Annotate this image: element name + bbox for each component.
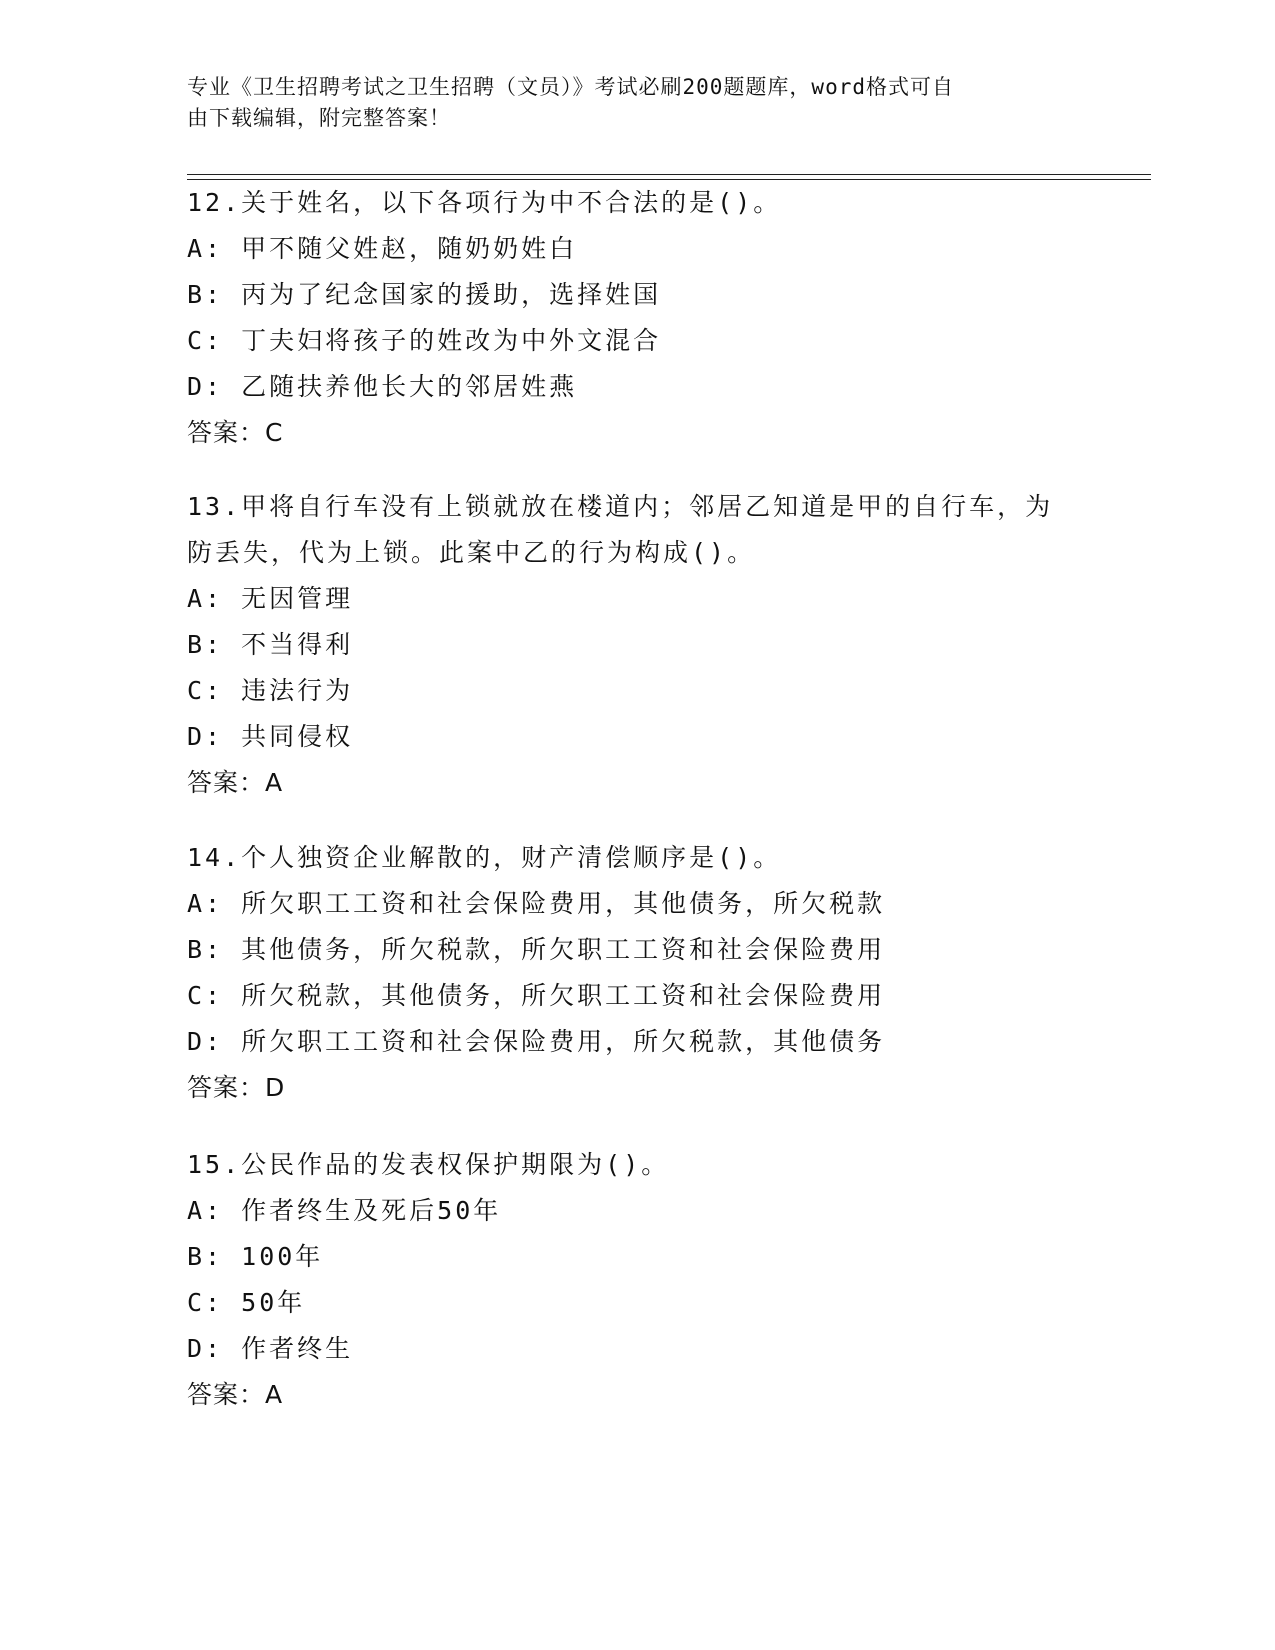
option-c: C: 违法行为: [187, 676, 354, 705]
option-d: D: 作者终生: [187, 1334, 354, 1363]
option-a: A: 所欠职工工资和社会保险费用，其他债务，所欠税款: [187, 889, 886, 918]
option-c: C: 丁夫妇将孩子的姓改为中外文混合: [187, 326, 662, 355]
answer: 答案：A: [187, 768, 284, 797]
answer: 答案：D: [187, 1073, 286, 1102]
header-line-1: 专业《卫生招聘考试之卫生招聘（文员）》考试必刷200题题库，word格式可自: [187, 75, 954, 99]
question-stem: 14.个人独资企业解散的，财产清偿顺序是()。: [187, 843, 782, 872]
option-b: B: 不当得利: [187, 630, 354, 659]
header-line-2: 由下载编辑，附完整答案！: [187, 106, 451, 130]
option-a: A: 作者终生及死后50年: [187, 1196, 502, 1225]
document-header: [187, 72, 1087, 134]
question-stem: 15.公民作品的发表权保护期限为()。: [187, 1150, 670, 1179]
option-d: D: 共同侵权: [187, 722, 354, 751]
option-a: A: 无因管理: [187, 584, 354, 613]
question-15: [187, 1142, 1147, 1418]
option-b: B: 丙为了纪念国家的援助，选择姓国: [187, 280, 662, 309]
option-d: D: 乙随扶养他长大的邻居姓燕: [187, 372, 578, 401]
question-14: [187, 835, 1147, 1111]
option-c: C: 50年: [187, 1288, 306, 1317]
question-stem: 12.关于姓名，以下各项行为中不合法的是()。: [187, 188, 782, 217]
option-b: B: 100年: [187, 1242, 324, 1271]
question-13: [187, 484, 1147, 806]
option-c: C: 所欠税款，其他债务，所欠职工工资和社会保险费用: [187, 981, 886, 1010]
option-d: D: 所欠职工工资和社会保险费用，所欠税款，其他债务: [187, 1027, 886, 1056]
question-stem-continued: 防丢失，代为上锁。此案中乙的行为构成()。: [187, 538, 756, 567]
answer: 答案：A: [187, 1380, 284, 1409]
question-12: [187, 180, 1147, 456]
answer: 答案：C: [187, 418, 284, 447]
option-a: A: 甲不随父姓赵，随奶奶姓白: [187, 234, 578, 263]
option-b: B: 其他债务，所欠税款，所欠职工工资和社会保险费用: [187, 935, 886, 964]
question-stem: 13.甲将自行车没有上锁就放在楼道内；邻居乙知道是甲的自行车，为: [187, 492, 1054, 521]
